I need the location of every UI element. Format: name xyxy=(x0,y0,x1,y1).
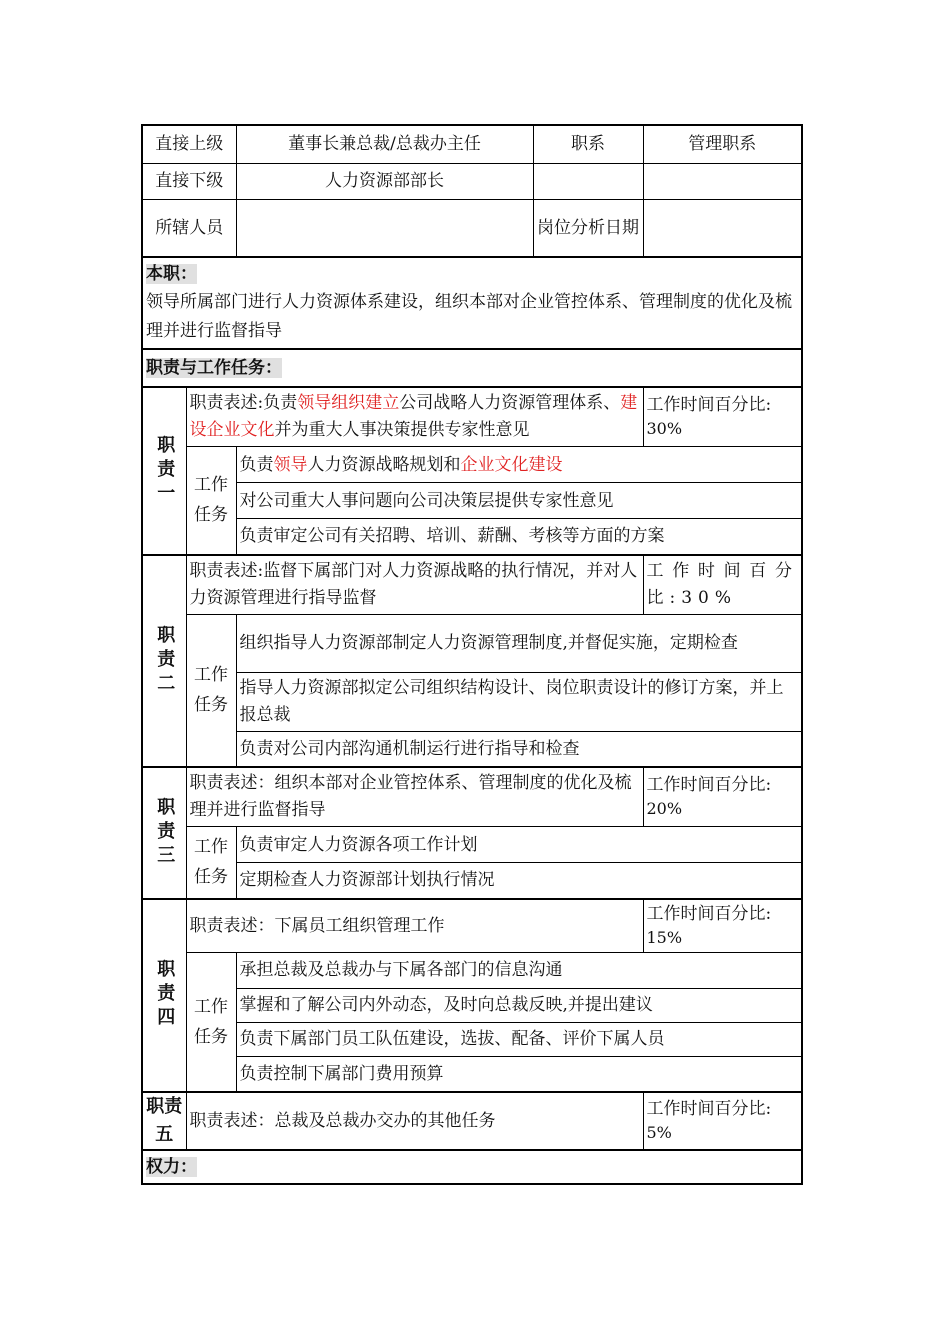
statement-text: 公司战略人力资源管理体系、 xyxy=(399,393,621,413)
duty-statement: 职责表述：下属员工组织管理工作 xyxy=(186,899,643,953)
statement-text: 并为重大人事决策提供专家性意见 xyxy=(274,420,530,440)
duty-label: 职责四 xyxy=(142,899,186,1093)
task-label-text: 工作任务 xyxy=(194,996,228,1047)
superior-label: 直接上级 xyxy=(142,125,236,163)
authority-section xyxy=(142,1150,802,1184)
duty-label: 职责三 xyxy=(142,767,186,899)
job-description-table xyxy=(141,124,803,1185)
time-value: 30% xyxy=(646,419,683,438)
duty-time-percent xyxy=(643,767,802,827)
duty-label: 职责二 xyxy=(142,555,186,768)
duty-statement: 职责表述:监督下属部门对人力资源战略的执行情况，并对人力资源管理进行指导监督 xyxy=(186,555,643,615)
task-highlight: 企业文化建设 xyxy=(460,454,563,475)
statement-highlight: 建设企业文化 xyxy=(189,393,638,440)
subordinate-label: 直接下级 xyxy=(142,163,236,199)
superior-value: 董事长兼总裁/总裁办主任 xyxy=(236,125,533,163)
duty-statement xyxy=(186,387,643,447)
task-item: 负责审定人力资源各项工作计划 xyxy=(236,827,802,863)
task-label xyxy=(186,614,236,767)
authority-title: 权力： xyxy=(146,1157,197,1177)
job-family-label: 职系 xyxy=(533,125,643,163)
task-item: 定期检查人力资源部计划执行情况 xyxy=(236,863,802,899)
duty-statement: 职责表述：总裁及总裁办交办的其他任务 xyxy=(186,1092,643,1150)
time-label: 工作时间百分比: xyxy=(646,1099,772,1119)
task-text: 人力资源战略规划和 xyxy=(307,454,461,475)
task-item: 掌握和了解公司内外动态，及时向总裁反映,并提出建议 xyxy=(236,988,802,1022)
staff-value xyxy=(236,199,533,257)
task-item: 指导人力资源部拟定公司组织结构设计、岗位职责设计的修订方案，并上报总裁 xyxy=(236,672,802,731)
task-label-text: 工作任务 xyxy=(194,475,228,526)
task-label-text: 工作任务 xyxy=(194,837,228,888)
duty-time-percent xyxy=(643,899,802,953)
time-value: 5% xyxy=(646,1123,672,1142)
time-label: 工作时间百分比: xyxy=(646,395,772,415)
statement-highlight: 领导组织建立 xyxy=(297,393,400,413)
analysis-date-value xyxy=(643,199,802,257)
task-item: 对公司重大人事问题向公司决策层提供专家性意见 xyxy=(236,483,802,519)
time-value: 20% xyxy=(646,799,683,818)
task-label xyxy=(186,952,236,1092)
duty-statement: 职责表述：组织本部对企业管控体系、管理制度的优化及梳理并进行监督指导 xyxy=(186,767,643,827)
task-item xyxy=(236,447,802,483)
duty-time-percent xyxy=(643,1092,802,1150)
task-highlight: 领导 xyxy=(273,454,308,475)
task-item: 负责对公司内部沟通机制运行进行指导和检查 xyxy=(236,731,802,767)
task-item: 组织指导人力资源部制定人力资源管理制度,并督促实施，定期检查 xyxy=(236,614,802,672)
task-item: 负责下属部门员工队伍建设，选拔、配备、评价下属人员 xyxy=(236,1022,802,1056)
task-item: 负责控制下属部门费用预算 xyxy=(236,1056,802,1092)
task-text: 负责 xyxy=(239,454,274,475)
analysis-date-label: 岗位分析日期 xyxy=(533,199,643,257)
blank-cell xyxy=(533,163,643,199)
task-label xyxy=(186,447,236,555)
task-item: 承担总裁及总裁办与下属各部门的信息沟通 xyxy=(236,952,802,988)
task-item: 负责审定公司有关招聘、培训、薪酬、考核等方面的方案 xyxy=(236,519,802,555)
staff-label: 所辖人员 xyxy=(142,199,236,257)
duty-time-percent: 工作时间百分比:30% xyxy=(643,555,802,615)
time-label: 工作时间百分比: xyxy=(646,775,772,795)
time-label: 工作时间百分比: xyxy=(646,903,772,924)
main-duty-title: 本职： xyxy=(146,264,197,284)
job-description-document xyxy=(141,124,801,1185)
duty-label: 职责五 xyxy=(142,1092,186,1150)
subordinate-value: 人力资源部部长 xyxy=(236,163,533,199)
responsibilities-section-header xyxy=(142,349,802,387)
duty-time-percent xyxy=(643,387,802,447)
duty-label: 职责一 xyxy=(142,387,186,555)
responsibilities-title: 职责与工作任务： xyxy=(146,358,282,378)
main-duty-section xyxy=(142,257,802,349)
blank-cell xyxy=(643,163,802,199)
statement-text: 职责表述:负责 xyxy=(189,393,298,413)
task-label-text: 工作任务 xyxy=(194,665,228,716)
task-label xyxy=(186,827,236,899)
main-duty-text: 领导所属部门进行人力资源体系建设，组织本部对企业管控体系、管理制度的优化及梳理并进行监督指导 xyxy=(146,292,792,341)
time-value: 15% xyxy=(646,927,683,947)
job-family-value: 管理职系 xyxy=(643,125,802,163)
